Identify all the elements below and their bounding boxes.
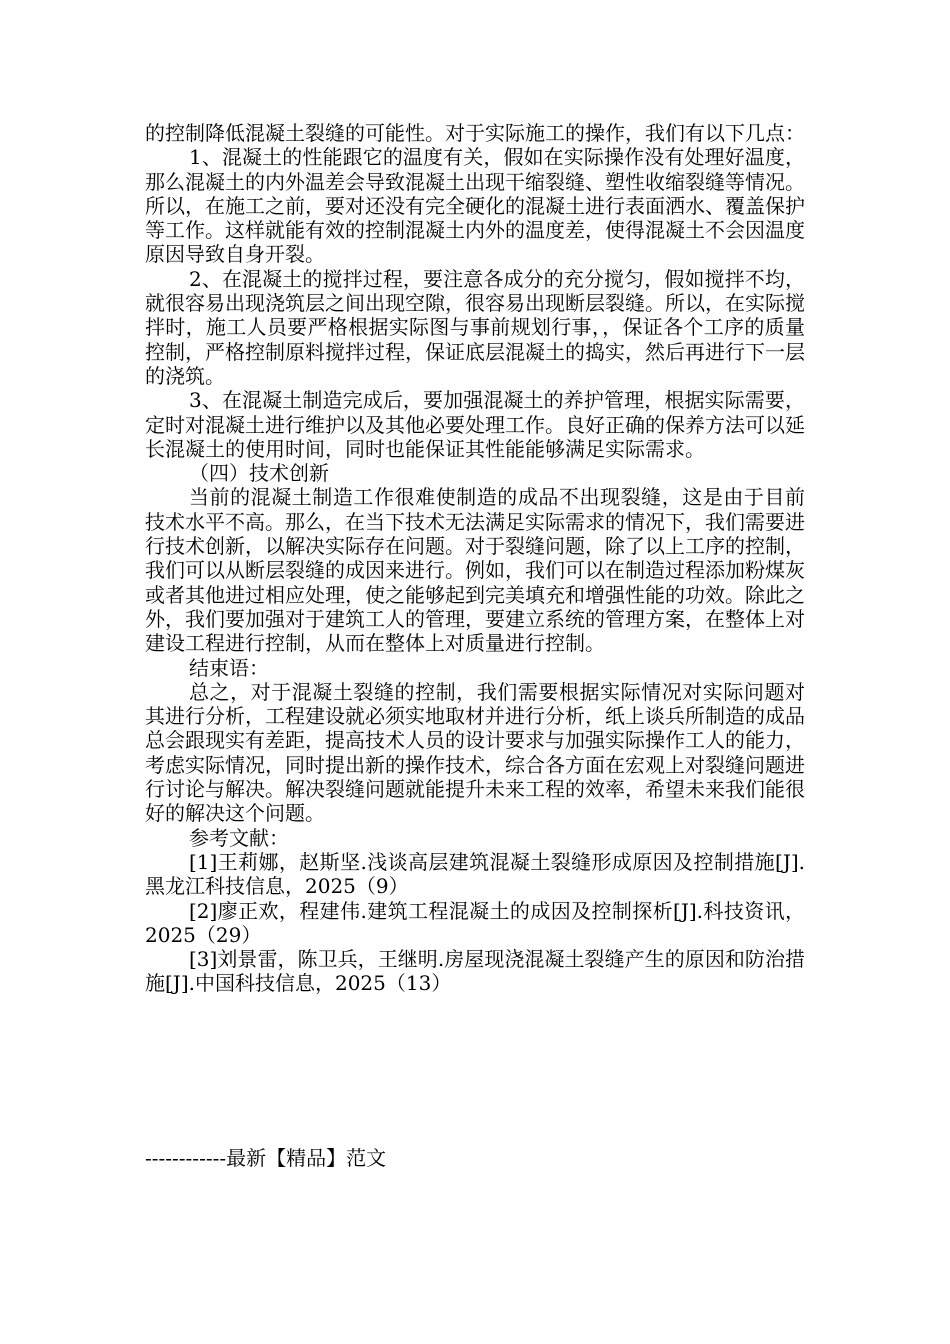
footer-banner: ------------最新【精品】范文	[145, 1146, 387, 1170]
paragraph-point-2: 2、在混凝土的搅拌过程，要注意各成分的充分搅匀，假如搅拌不均，就很容易出现浇筑层之间出现空隙，很容易出现断层裂缝。所以，在实际搅拌时，施工人员要严格根据实际图与事前规划行事，，保证各个工序的质量控制，严格控制原料搅拌过程，保证底层混凝土的捣实，然后再进行下一层的浇筑。	[145, 266, 805, 388]
section-heading-conclusion: 结束语：	[189, 655, 269, 680]
paragraph-point-1: 1、混凝土的性能跟它的温度有关，假如在实际操作没有处理好温度，那么混凝土的内外温差会导致混凝土出现干缩裂缝、塑性收缩裂缝等情况。所以，在施工之前，要对还没有完全硬化的混凝土进行表面洒水、覆盖保护等工作。这样就能有效的控制混凝土内外的温度差，使得混凝土不会因温度原因导致自身开裂。	[145, 145, 805, 267]
document-body	[145, 121, 805, 996]
reference-item-2: [2]廖正欢，程建伟.建筑工程混凝土的成因及控制探析[J].科技资讯，2025（29）	[145, 898, 805, 947]
section-heading-tech-innovation: （四）技术创新	[189, 461, 329, 486]
paragraph-intro: 的控制降低混凝土裂缝的可能性。对于实际施工的操作，我们有以下几点：	[145, 121, 805, 145]
section-heading-references: 参考文献：	[189, 825, 289, 850]
reference-item-3: [3]刘景雷，陈卫兵，王继明.房屋现浇混凝土裂缝产生的原因和防治措施[J].中国科技信息，2025（13）	[145, 947, 805, 996]
paragraph-tech-innovation: 当前的混凝土制造工作很难使制造的成品不出现裂缝，这是由于目前技术水平不高。那么，在当下技术无法满足实际需求的情况下，我们需要进行技术创新，以解决实际存在问题。对于裂缝问题，除了以上工序的控制，我们可以从断层裂缝的成因来进行。例如，我们可以在制造过程添加粉煤灰或者其他进过相应处理，使之能够起到完美填充和增强性能的功效。除此之外，我们要加强对于建筑工人的管理，要建立系统的管理方案，在整体上对建设工程进行控制，从而在整体上对质量进行控制。	[145, 485, 805, 656]
paragraph-point-3: 3、在混凝土制造完成后，要加强混凝土的养护管理，根据实际需要，定时对混凝土进行维护以及其他必要处理工作。良好正确的保养方法可以延长混凝土的使用时间，同时也能保证其性能能够满足实际需求。	[145, 388, 805, 461]
paragraph-conclusion: 总之，对于混凝土裂缝的控制，我们需要根据实际情况对实际问题对其进行分析，工程建设就必须实地取材并进行分析，纸上谈兵所制造的成品总会跟现实有差距，提高技术人员的设计要求与加强实际操作工人的能力，考虑实际情况，同时提出新的操作技术，综合各方面在宏观上对裂缝问题进行讨论与解决。解决裂缝问题就能提升未来工程的效率，希望未来我们能很好的解决这个问题。	[145, 679, 805, 826]
reference-item-1: [1]王莉娜，赵斯坚.浅谈高层建筑混凝土裂缝形成原因及控制措施[J].黑龙江科技信息，2025（9）	[145, 849, 805, 899]
